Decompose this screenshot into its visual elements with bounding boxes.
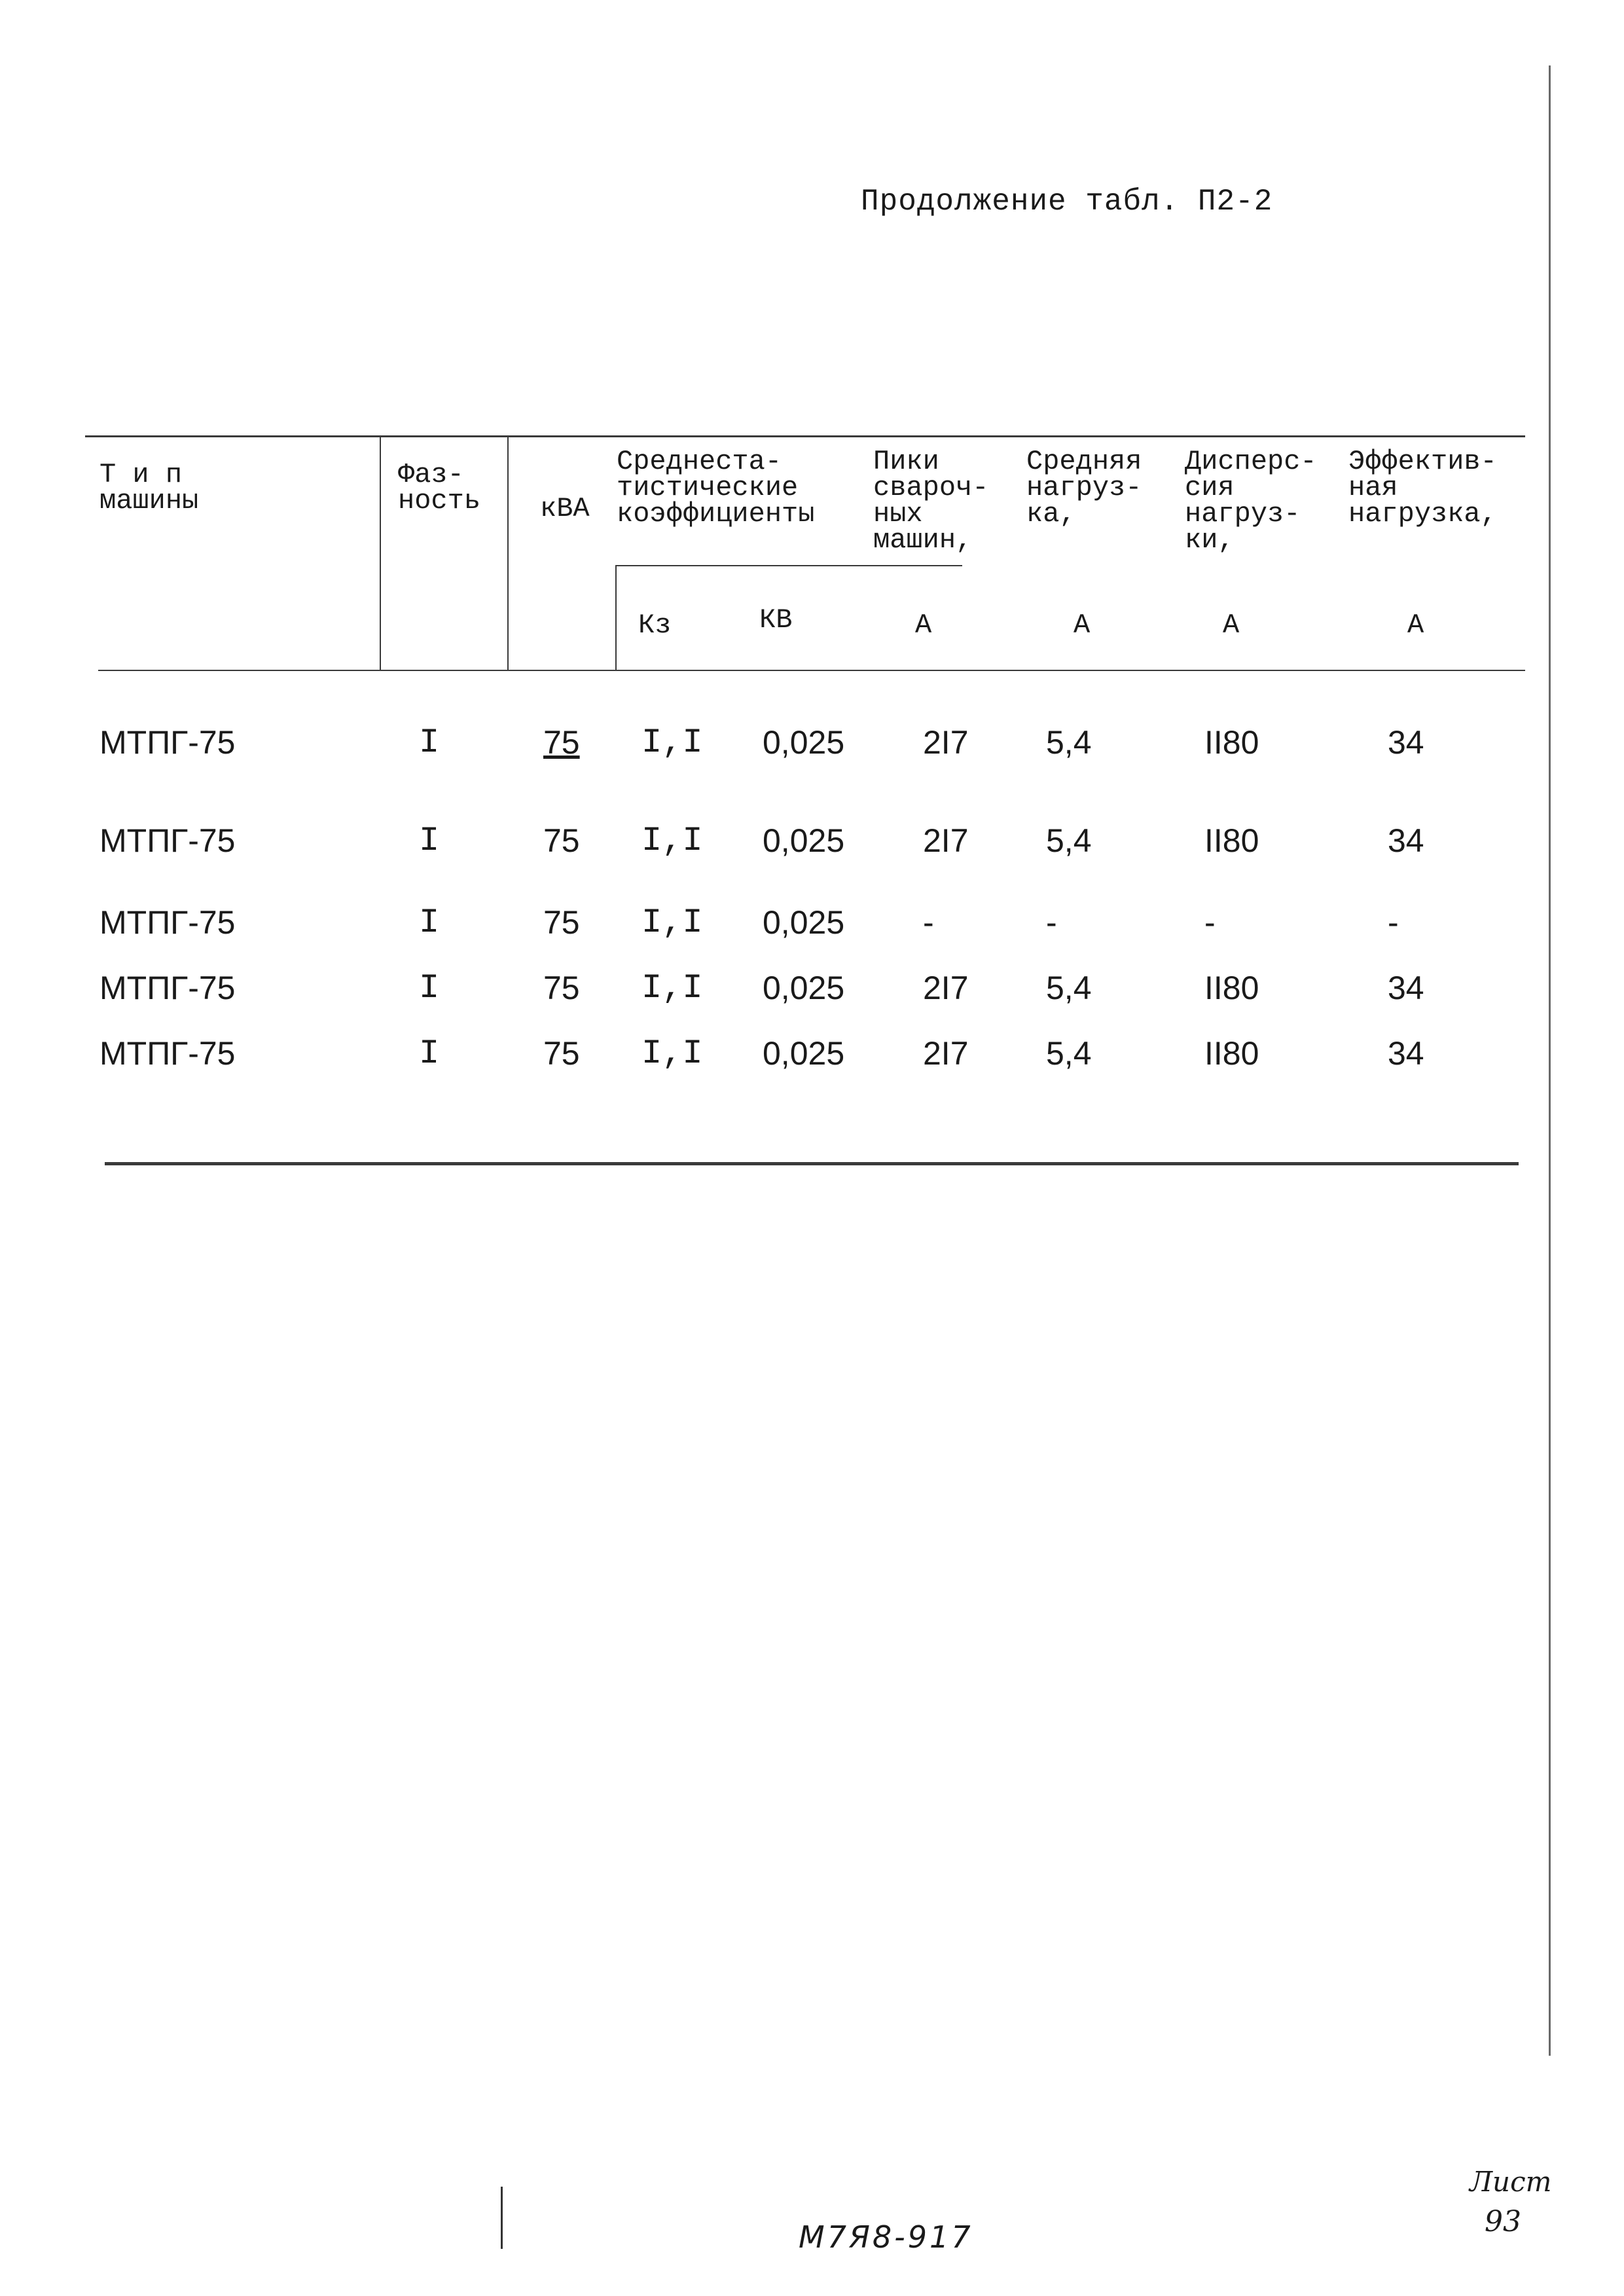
row2-peaks: 2I7 xyxy=(923,822,969,859)
row1-kv: 0,025 xyxy=(763,724,845,761)
row1-type: МТПГ-75 xyxy=(99,724,236,761)
header-coefficients: Среднеста- тистические коэффициенты xyxy=(617,446,815,530)
sheet-number: 93 xyxy=(1485,2205,1521,2238)
header-average-load: Средняя нагруз- ка, xyxy=(1026,446,1142,530)
row3-average-load: - xyxy=(1046,904,1057,941)
header-kva: кВА xyxy=(540,493,590,524)
header-phase: Фаз- ность xyxy=(398,459,481,517)
unit-average-load: А xyxy=(1074,610,1091,641)
table-caption: Продолжение табл. П2-2 xyxy=(861,185,1273,219)
col-divider-kva xyxy=(507,435,509,670)
row2-kva: 75 xyxy=(543,822,580,859)
unit-effective-load: А xyxy=(1407,610,1424,641)
row3-kz: I,I xyxy=(641,903,703,942)
sheet-label: Лист xyxy=(1470,2166,1552,2198)
col-divider-coef xyxy=(615,566,617,670)
header-bottom-rule xyxy=(98,670,1525,671)
row2-type: МТПГ-75 xyxy=(99,822,236,859)
row5-kz: I,I xyxy=(641,1034,703,1073)
header-effective-load: Эффектив- ная нагрузка, xyxy=(1348,446,1497,530)
row4-phase: I xyxy=(419,969,440,1008)
header-kv: КВ xyxy=(759,604,793,636)
row2-kz: I,I xyxy=(641,822,703,860)
row5-dispersion: II80 xyxy=(1204,1035,1259,1072)
row4-average-load: 5,4 xyxy=(1046,970,1092,1006)
coef-subheader-rule xyxy=(615,565,962,566)
data-table xyxy=(72,435,1532,1182)
table-bottom-rule xyxy=(105,1162,1519,1165)
row3-kva: 75 xyxy=(543,904,580,941)
row5-kva: 75 xyxy=(543,1035,580,1072)
page-border-line xyxy=(1549,65,1551,2056)
row2-kv: 0,025 xyxy=(763,822,845,859)
row5-phase: I xyxy=(419,1034,440,1073)
unit-peaks: А xyxy=(915,610,932,641)
row3-phase: I xyxy=(419,903,440,942)
row5-average-load: 5,4 xyxy=(1046,1035,1092,1072)
document-code: М7Я8-917 xyxy=(799,2219,973,2255)
footer-divider xyxy=(501,2187,503,2249)
row4-type: МТПГ-75 xyxy=(99,970,236,1006)
row3-kv: 0,025 xyxy=(763,904,845,941)
row5-type: МТПГ-75 xyxy=(99,1035,236,1072)
row1-phase: I xyxy=(419,723,440,762)
row4-kva: 75 xyxy=(543,970,580,1006)
header-machine-type: Т и п машины xyxy=(99,459,199,517)
row5-effective-load: 34 xyxy=(1388,1035,1424,1072)
header-top-rule xyxy=(85,435,1525,437)
row1-kva: 75 xyxy=(543,724,580,761)
header-peaks: Пики свароч- ных машин, xyxy=(873,446,989,556)
row3-dispersion: - xyxy=(1204,904,1216,941)
row1-average-load: 5,4 xyxy=(1046,724,1092,761)
row4-kv: 0,025 xyxy=(763,970,845,1006)
row1-kz: I,I xyxy=(641,723,703,762)
row3-peaks: - xyxy=(923,904,934,941)
row2-average-load: 5,4 xyxy=(1046,822,1092,859)
row2-dispersion: II80 xyxy=(1204,822,1259,859)
row4-effective-load: 34 xyxy=(1388,970,1424,1006)
row3-effective-load: - xyxy=(1388,904,1399,941)
unit-dispersion: А xyxy=(1223,610,1240,641)
row1-dispersion: II80 xyxy=(1204,724,1259,761)
row4-dispersion: II80 xyxy=(1204,970,1259,1006)
row1-effective-load: 34 xyxy=(1388,724,1424,761)
row4-kz: I,I xyxy=(641,969,703,1008)
row1-peaks: 2I7 xyxy=(923,724,969,761)
row5-peaks: 2I7 xyxy=(923,1035,969,1072)
row4-peaks: 2I7 xyxy=(923,970,969,1006)
col-divider-phase xyxy=(380,435,381,670)
row5-kv: 0,025 xyxy=(763,1035,845,1072)
row2-effective-load: 34 xyxy=(1388,822,1424,859)
row3-type: МТПГ-75 xyxy=(99,904,236,941)
header-kz: Кз xyxy=(638,610,672,641)
header-dispersion: Дисперс- сия нагруз- ки, xyxy=(1185,446,1317,556)
row2-phase: I xyxy=(419,822,440,860)
